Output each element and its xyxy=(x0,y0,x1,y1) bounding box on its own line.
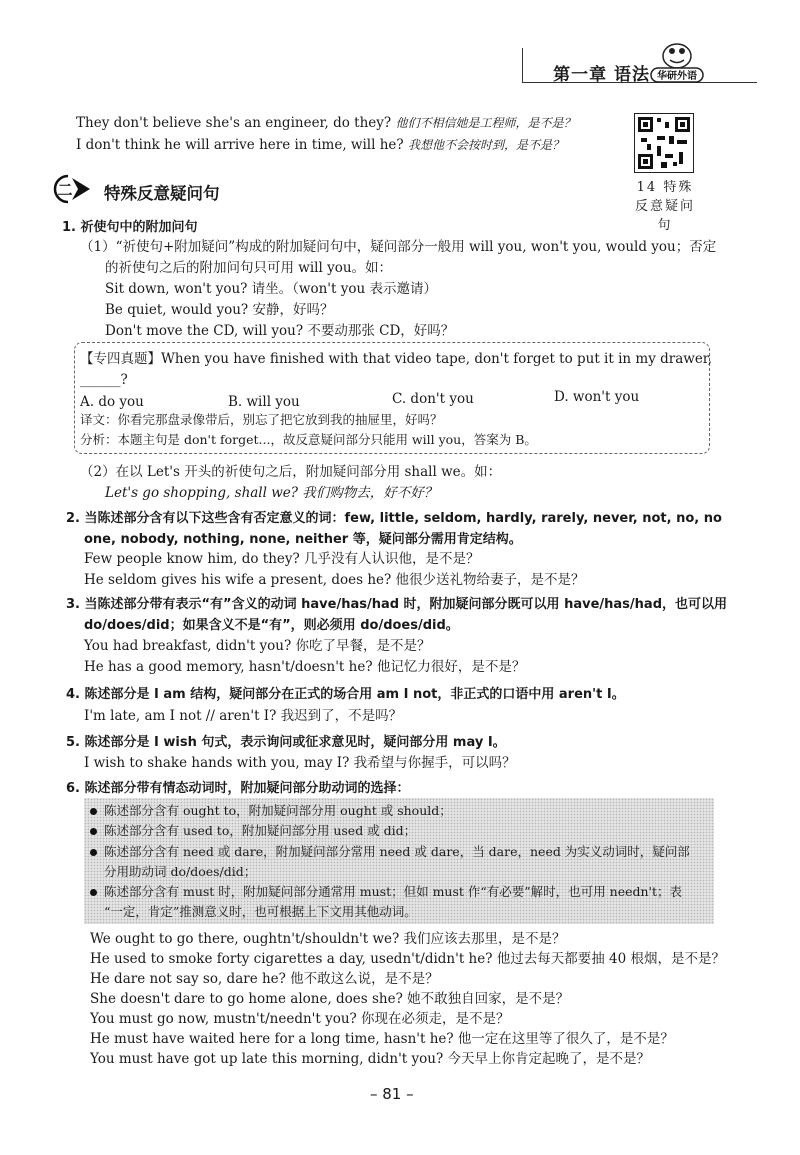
svg-text:二: 二 xyxy=(57,181,73,199)
example: Don't move the CD, will you? 不要动那张 CD，好吗？ xyxy=(105,323,455,339)
exam-translation: 译文：你看完那盘录像带后，别忘了把它放到我的抽屉里，好吗？ xyxy=(80,412,443,427)
bullet-icon xyxy=(90,828,97,835)
exam-question: 【专四真题】When you have finished with that video tape, don't forget to put it in my drawer, xyxy=(80,351,713,367)
example: He used to smoke forty cigarettes a day, usedn't/didn't he? 他过去每天都要抽 40 根烟，是不是？ xyxy=(90,951,726,967)
item-2-line1: 2. 当陈述部分含有以下这些含有否定意义的词：few, little, seldom, hardly, rarely, never, not, no, no xyxy=(66,511,722,526)
page-number: – 81 – xyxy=(370,1085,414,1103)
section-number-badge xyxy=(50,172,96,206)
example: You must go now, mustn't/needn't you? 你现在必须走，是不是？ xyxy=(90,1011,510,1027)
item-3-line2: do/does/did；如果含义不是“有”，则必须用 do/does/did。 xyxy=(84,618,459,633)
example: We ought to go there, oughtn't/shouldn't we? 我们应该去那里，是不是？ xyxy=(90,931,566,947)
example: I wish to shake hands with you, may I? 我希望与你握手，可以吗？ xyxy=(84,755,516,771)
intro-line-1: They don't believe she's an engineer, do they? 他们不相信她是工程师，是不是？ xyxy=(76,115,576,131)
example: He must have waited here for a long time, hasn't he? 他一定在这里等了很久了，是不是？ xyxy=(90,1031,674,1047)
example: You must have got up late this morning, didn't you? 今天早上你肯定起晚了，是不是？ xyxy=(90,1051,650,1067)
bullet-icon xyxy=(90,849,97,856)
item-1-sub1-line1: （1）“祈使句+附加疑问”构成的附加疑问句中，疑问部分一般用 will you, won't you, would you；否定 xyxy=(80,239,717,255)
item-5-line: 5. 陈述部分是 I wish 句式，表示询问或征求意见时，疑问部分用 may I。 xyxy=(66,735,506,750)
exam-analysis: 分析：本题主句是 don't forget...，故反意疑问部分只能用 will you，答案为 B。 xyxy=(80,432,537,447)
qr-label: 14 特殊反意疑问句 xyxy=(634,180,695,233)
example: I'm late, am I not // aren't I? 我迟到了，不是吗？ xyxy=(84,708,403,724)
example: He seldom gives his wife a present, does he? 他很少送礼物给妻子，是不是？ xyxy=(84,572,585,588)
item-2-line2: one, nobody, nothing, none, neither 等，疑问部分需用肯定结构。 xyxy=(84,532,522,547)
rule-bullet: 陈述部分含有 need 或 dare，附加疑问部分常用 need 或 dare，当 dare，need 为实义动词时，疑问部 xyxy=(90,842,690,862)
rule-bullet-continued: 分用助动词 do/does/did； xyxy=(104,864,257,879)
item-6-line: 6. 陈述部分带有情态动词时，附加疑问部分助动词的选择： xyxy=(66,781,410,796)
example: Few people know him, do they? 几乎没有人认识他，是不是？ xyxy=(84,551,480,567)
example: Be quiet, would you? 安静，好吗？ xyxy=(105,302,334,318)
example: She doesn't dare to go home alone, does she? 她不敢独自回家，是不是？ xyxy=(90,991,570,1007)
rule-bullet: 陈述部分含有 ought to，附加疑问部分用 ought 或 should； xyxy=(90,801,452,821)
option-a: A. do you xyxy=(80,394,144,410)
option-b: B. will you xyxy=(228,394,300,410)
item-1-heading: 1. 祈使句中的附加问句 xyxy=(62,220,198,235)
qr-code[interactable] xyxy=(634,113,694,173)
example: You had breakfast, didn't you? 你吃了早餐，是不是？ xyxy=(84,638,431,654)
bullet-icon xyxy=(90,808,97,815)
publisher-logo xyxy=(648,34,706,90)
example: He dare not say so, dare he? 他不敢这么说，是不是？ xyxy=(90,971,439,987)
exam-blank: ______? xyxy=(80,372,128,388)
example: Let's go shopping, shall we? 我们购物去，好不好？ xyxy=(105,485,438,501)
item-4-line: 4. 陈述部分是 I am 结构，疑问部分在正式的场合用 am I not，非正式的口语中用 aren't I。 xyxy=(66,687,625,702)
option-c: C. don't you xyxy=(392,391,474,407)
header-divider xyxy=(522,48,523,82)
intro-line-2: I don't think he will arrive here in time, will he? 我想他不会按时到，是不是？ xyxy=(76,137,564,153)
svg-text:华研外语: 华研外语 xyxy=(657,71,697,82)
item-1-sub2: （2）在以 Let's 开头的祈使句之后，附加疑问部分用 shall we。如： xyxy=(80,464,502,480)
rule-bullet-continued: “一定，肯定”推测意义时，也可根据上下文用其他动词。 xyxy=(104,904,417,919)
rule-bullet: 陈述部分含有 used to，附加疑问部分用 used 或 did； xyxy=(90,821,416,841)
example: He has a good memory, hasn't/doesn't he? 他记忆力很好，是不是？ xyxy=(84,659,526,675)
bullet-icon xyxy=(90,889,97,896)
example: Sit down, won't you? 请坐。（won't you 表示邀请） xyxy=(105,281,437,297)
rule-bullet: 陈述部分含有 must 时，附加疑问部分通常用 must；但如 must 作“有必要”解时，也可用 needn't；表 xyxy=(90,882,682,902)
section-title: 特殊反意疑问句 xyxy=(104,184,220,203)
item-1-sub1-line2: 的祈使句之后的附加问句只可用 will you。如： xyxy=(105,260,393,276)
item-3-line1: 3. 当陈述部分带有表示“有”含义的动词 have/has/had 时，附加疑问部分既可以用 have/has/had，也可以用 xyxy=(66,597,728,612)
option-d: D. won't you xyxy=(554,389,640,405)
header-rule xyxy=(522,82,757,83)
chapter-title: 第一章 语法 xyxy=(553,65,650,85)
